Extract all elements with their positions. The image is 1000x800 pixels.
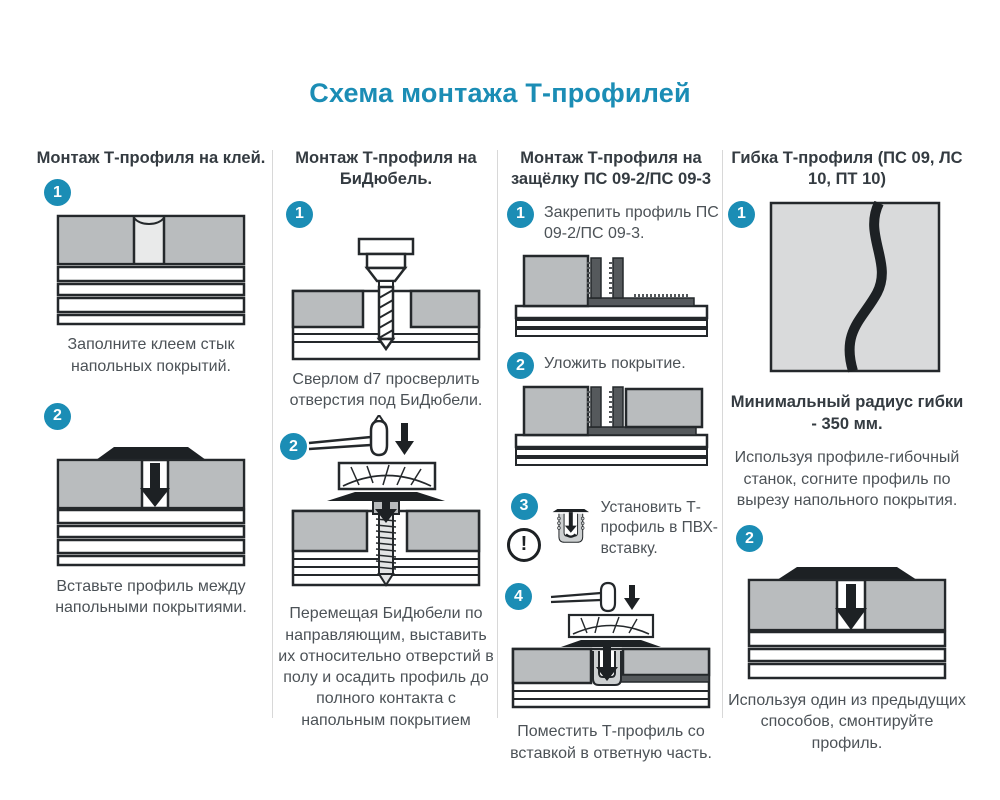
bend-radius-note: Минимальный радиус гибки - 350 мм. <box>730 392 964 434</box>
column-header: Монтаж Т-профиля на защёлку ПС 09-2/ПС 09-3 <box>510 149 712 189</box>
hammer-icon <box>551 583 615 611</box>
step-badge: 4 <box>505 583 532 610</box>
column-divider <box>722 150 723 718</box>
step-badge: 2 <box>280 433 307 460</box>
hammer-icon <box>309 415 387 455</box>
down-arrow-icon <box>150 463 160 489</box>
step-badge: 2 <box>736 525 763 552</box>
step-caption: Поместить Т-профиль со вставкой в ответную часть. <box>510 723 712 762</box>
page-title: Схема монтажа Т-профилей <box>309 78 691 108</box>
step-badge: 2 <box>507 352 534 379</box>
step-caption: Вставьте профиль между напольными покрытиями. <box>55 577 247 617</box>
column-bidowel <box>278 148 494 731</box>
t-profile-cap <box>553 509 589 512</box>
down-arrow-icon <box>395 423 414 455</box>
step-caption: Перемещая БиДюбели по направляющим, выставить их относительно отверстий в полу и осадить профиль до полного контакта с напольным покрытием <box>278 605 494 729</box>
warning-icon: ! <box>507 528 541 562</box>
step-text: Установить Т-профиль в ПВХ-вставку. <box>600 499 718 557</box>
column-latch <box>503 148 719 764</box>
bidowel-hammer-diagram <box>291 415 481 595</box>
t-profile-insert-diagram <box>747 560 947 682</box>
profile-cap <box>561 640 661 647</box>
glue-joint-diagram <box>56 214 246 326</box>
insert-hammer-diagram <box>511 581 711 713</box>
pvc-insert-diagram <box>551 483 591 571</box>
latch-base <box>588 298 694 306</box>
drill-diagram <box>291 236 481 361</box>
step-badge: 1 <box>728 201 755 228</box>
step-caption: Используя один из предыдущих способов, смонтируйте профиль. <box>728 692 966 752</box>
down-arrow-icon <box>624 585 640 610</box>
column-divider <box>497 150 498 718</box>
latch-profile-diagram <box>514 250 709 338</box>
step-badge: 2 <box>44 403 71 430</box>
step-text: Уложить покрытие. <box>544 355 686 373</box>
step-caption: Используя профиле-гибочный станок, согните профиль по вырезу напольного покрытия. <box>734 449 960 509</box>
profile-cap <box>777 567 917 580</box>
step-badge: 1 <box>44 179 71 206</box>
step-caption: Сверлом d7 просверлить отверстия под БиДюбели. <box>289 370 483 410</box>
step-caption: Заполните клеем стык напольных покрытий. <box>67 336 235 375</box>
column-glue <box>36 148 266 619</box>
step-badge: 3 <box>511 493 538 520</box>
column-header: Монтаж Т-профиля на БиДюбель. <box>295 149 477 189</box>
step-badge: 1 <box>507 201 534 228</box>
step-text: Закрепить профиль ПС 09-2/ПС 09-3. <box>544 203 719 242</box>
column-header: Гибка Т-профиля (ПС 09, ЛС 10, ПТ 10) <box>731 149 963 189</box>
step-badge: 1 <box>286 201 313 228</box>
column-header: Монтаж Т-профиля на клей. <box>36 149 266 167</box>
covered-latch-diagram <box>514 385 709 467</box>
down-arrow-icon <box>846 584 856 610</box>
t-profile-insert-diagram <box>56 438 246 568</box>
column-divider <box>272 150 273 718</box>
bent-profile-diagram <box>769 201 941 373</box>
column-bending <box>728 148 966 754</box>
